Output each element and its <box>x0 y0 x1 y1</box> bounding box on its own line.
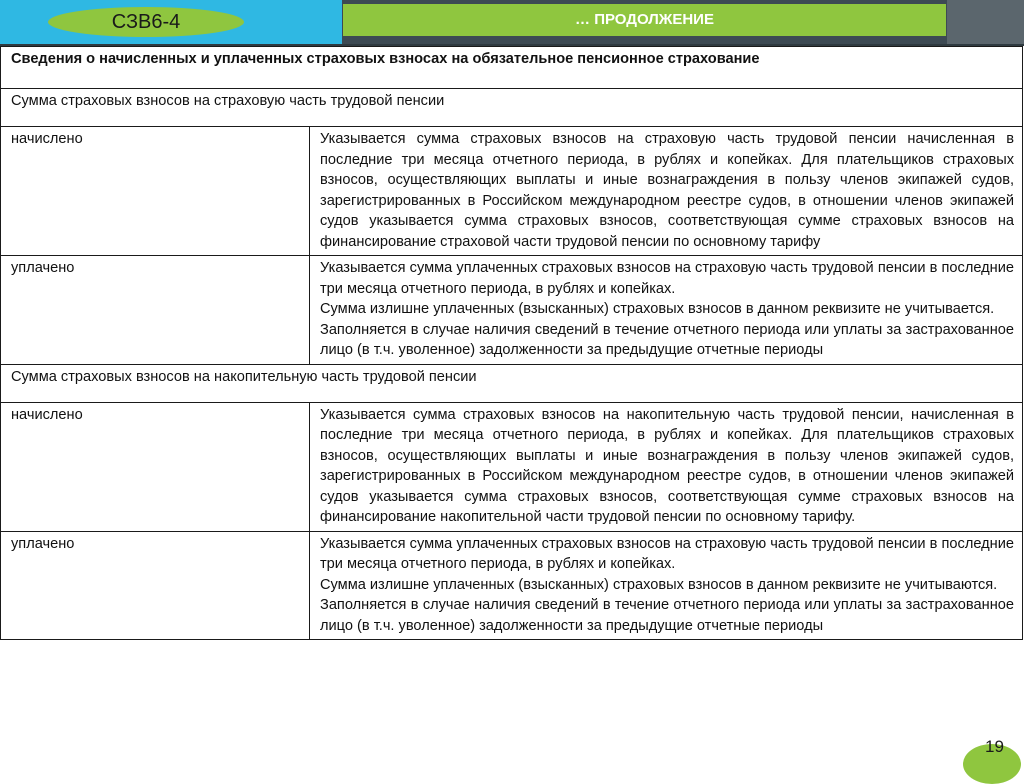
table-row <box>1 256 1023 365</box>
table-title-row <box>1 47 1023 89</box>
section-row <box>1 364 1023 402</box>
row-label-accrued: начислено <box>1 402 310 531</box>
description-paragraph: Сумма излишне уплаченных (взысканных) страховых взносов в данном реквизите не учитываются. <box>320 576 998 593</box>
description-paragraph: Указывается сумма страховых взносов на накопительную часть трудовой пенсии, начисленная в последние три месяца отчетного периода, в рублях и копейках. Для плательщиков страховых взносов, осуществляющих выплаты и иные вознаграждения в пользу членов экипажей судов, зарегистрированных в Российском международном реестре судов, в отношении членов экипажей судов указывается сумма страховых взносов, соответствующая сумме страховых взносов на финансирование накопительной части трудовой пенсии по основному тарифу. <box>320 406 1014 525</box>
contributions-table <box>0 46 1023 640</box>
description-paragraph: Указывается сумма страховых взносов на страховую часть трудовой пенсии начисленная в последние три месяца отчетного периода, в рублях и копейках. Для плательщиков страховых взносов, осуществляющих выплаты и иные вознаграждения в пользу членов экипажей судов, зарегистрированных в Российском международном реестре судов, в отношении членов экипажей судов указывается сумма страховых взносов, соответствующая сумме страховых взносов на финансирование страховой части трудовой пенсии по основному тарифу <box>320 131 1014 250</box>
table-row <box>1 127 1023 256</box>
section-row <box>1 89 1023 127</box>
row-description <box>310 256 1023 365</box>
row-description <box>310 127 1023 256</box>
section-heading-funded: Сумма страховых взносов на накопительную часть трудовой пенсии <box>1 364 1023 402</box>
form-code-badge: СЗВ6-4 <box>48 7 244 37</box>
table-row <box>1 402 1023 531</box>
continuation-banner: … ПРОДОЛЖЕНИЕ <box>343 4 946 36</box>
header-bar <box>0 0 1024 44</box>
header-right-panel <box>947 0 1024 44</box>
section-heading-insurance: Сумма страховых взносов на страховую часть трудовой пенсии <box>1 89 1023 127</box>
table-row <box>1 531 1023 640</box>
row-label-paid: уплачено <box>1 531 310 640</box>
row-description <box>310 531 1023 640</box>
row-description <box>310 402 1023 531</box>
description-paragraph: Указывается сумма уплаченных страховых взносов на страховую часть трудовой пенсии в последние три месяца отчетного периода, в рублях и копейках. <box>320 535 1014 572</box>
table-title: Сведения о начисленных и уплаченных страховых взносах на обязательное пенсионное страхование <box>1 47 1023 89</box>
description-paragraph: Указывается сумма уплаченных страховых взносов на страховую часть трудовой пенсии в последние три месяца отчетного периода, в рублях и копейках. <box>320 260 1014 297</box>
page-number: 19 <box>985 737 1004 756</box>
row-label-accrued: начислено <box>1 127 310 256</box>
description-paragraph: Заполняется в случае наличия сведений в течение отчетного периода или уплаты за застрахованное лицо (в т.ч. уволенное) задолженности за предыдущие отчетные периоды <box>320 597 1014 634</box>
description-paragraph: Сумма излишне уплаченных (взысканных) страховых взносов в данном реквизите не учитывается. <box>320 301 995 317</box>
row-label-paid: уплачено <box>1 256 310 365</box>
description-paragraph: Заполняется в случае наличия сведений в течение отчетного периода или уплаты за застрахованное лицо (в т.ч. уволенное) задолженности за предыдущие отчетные периоды <box>320 321 1014 358</box>
